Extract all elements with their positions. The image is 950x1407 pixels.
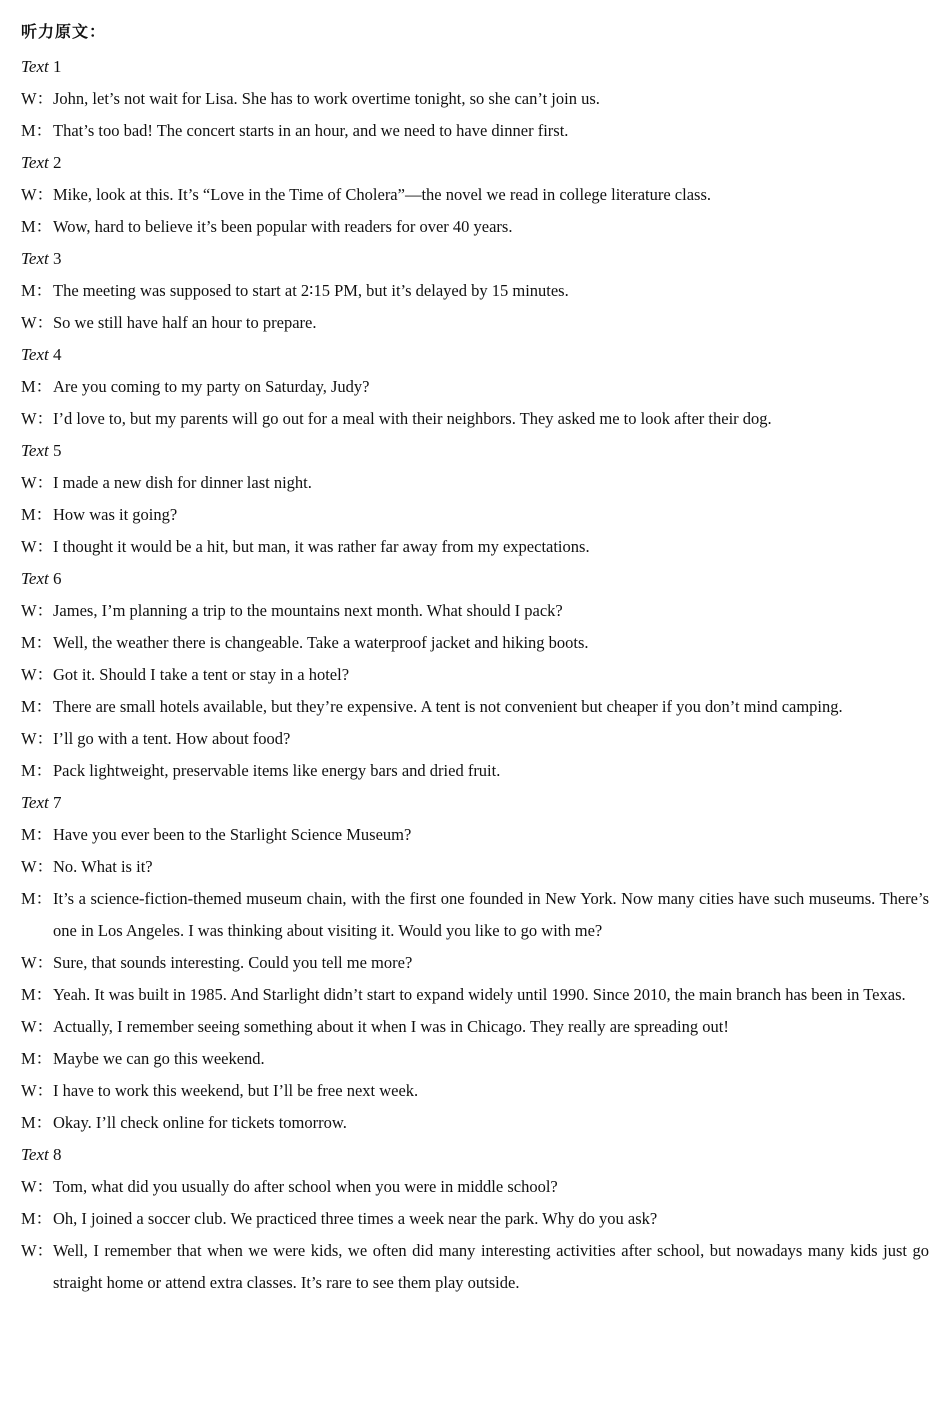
section-heading — [21, 147, 929, 179]
section-label: Text — [21, 793, 49, 812]
section-number: 4 — [52, 345, 62, 364]
dialogue-text: It’s a science-fiction-themed museum chain, with the first one founded in New York. Now many cities have such museums. There’s one in Los Angeles. I was thinking about visiting it. Would you like to go with me? — [53, 889, 929, 940]
speaker-label: W： — [21, 857, 54, 876]
section-heading — [21, 339, 929, 371]
dialogue-line — [21, 979, 929, 1011]
dialogue-line — [21, 1203, 929, 1235]
section-label: Text — [21, 153, 49, 172]
dialogue-line — [21, 211, 929, 243]
section-number: 7 — [52, 793, 62, 812]
speaker-label: M： — [21, 761, 53, 780]
transcript-document — [21, 19, 929, 1299]
speaker-label: W： — [21, 313, 54, 332]
dialogue-text: No. What is it? — [53, 857, 153, 876]
transcript-section — [21, 787, 929, 1139]
dialogue-text: Maybe we can go this weekend. — [53, 1049, 265, 1068]
speaker-label: W： — [21, 1081, 54, 1100]
speaker-label: W： — [21, 89, 54, 108]
dialogue-text: That’s too bad! The concert starts in an hour, and we need to have dinner first. — [53, 121, 569, 140]
dialogue-line — [21, 403, 929, 435]
dialogue-line — [21, 723, 929, 755]
dialogue-line — [21, 371, 929, 403]
speaker-label: M： — [21, 121, 53, 140]
speaker-label: W： — [21, 537, 54, 556]
speaker-label: M： — [21, 377, 53, 396]
dialogue-text: Pack lightweight, preservable items like energy bars and dried fruit. — [53, 761, 501, 780]
speaker-label: M： — [21, 1113, 53, 1132]
dialogue-line — [21, 1107, 929, 1139]
dialogue-text: Actually, I remember seeing something about it when I was in Chicago. They really are spreading out! — [53, 1017, 729, 1036]
dialogue-line — [21, 947, 929, 979]
section-heading — [21, 563, 929, 595]
dialogue-line — [21, 1171, 929, 1203]
dialogue-line — [21, 691, 929, 723]
speaker-label: W： — [21, 185, 54, 204]
dialogue-text: Are you coming to my party on Saturday, Judy? — [53, 377, 370, 396]
dialogue-text: I made a new dish for dinner last night. — [53, 473, 312, 492]
section-number: 3 — [52, 249, 62, 268]
dialogue-text: I thought it would be a hit, but man, it was rather far away from my expectations. — [53, 537, 590, 556]
dialogue-line — [21, 1043, 929, 1075]
dialogue-text: Got it. Should I take a tent or stay in a hotel? — [53, 665, 350, 684]
section-heading — [21, 243, 929, 275]
dialogue-text: Well, the weather there is changeable. Take a waterproof jacket and hiking boots. — [53, 633, 589, 652]
dialogue-text: Mike, look at this. It’s “Love in the Time of Cholera”—the novel we read in college literature class. — [53, 185, 711, 204]
section-heading — [21, 787, 929, 819]
dialogue-line — [21, 755, 929, 787]
speaker-label: W： — [21, 601, 54, 620]
section-label: Text — [21, 249, 49, 268]
dialogue-text: I have to work this weekend, but I’ll be free next week. — [53, 1081, 419, 1100]
section-number: 5 — [52, 441, 62, 460]
speaker-label: W： — [21, 1241, 54, 1260]
dialogue-text: I’ll go with a tent. How about food? — [53, 729, 291, 748]
dialogue-line — [21, 531, 929, 563]
dialogue-text: Sure, that sounds interesting. Could you tell me more? — [53, 953, 413, 972]
speaker-label: W： — [21, 665, 54, 684]
dialogue-text: Yeah. It was built in 1985. And Starlight didn’t start to expand widely until 1990. Since 2010, the main branch has been in Texas. — [53, 985, 906, 1004]
section-number: 1 — [52, 57, 62, 76]
transcript-section — [21, 563, 929, 787]
speaker-label: M： — [21, 1049, 53, 1068]
dialogue-text: John, let’s not wait for Lisa. She has to work overtime tonight, so she can’t join us. — [53, 89, 600, 108]
dialogue-text: The meeting was supposed to start at 2∶15 PM, but it’s delayed by 15 minutes. — [53, 281, 569, 300]
transcript-section — [21, 435, 929, 563]
section-label: Text — [21, 441, 49, 460]
transcript-section — [21, 339, 929, 435]
dialogue-text: There are small hotels available, but they’re expensive. A tent is not convenient but cheaper if you don’t mind camping. — [53, 697, 843, 716]
dialogue-line — [21, 1075, 929, 1107]
dialogue-text: Have you ever been to the Starlight Science Museum? — [53, 825, 412, 844]
dialogue-line — [21, 499, 929, 531]
transcript-section — [21, 1139, 929, 1299]
section-number: 6 — [52, 569, 62, 588]
section-number: 2 — [52, 153, 62, 172]
transcript-section — [21, 51, 929, 147]
dialogue-text: Tom, what did you usually do after school when you were in middle school? — [53, 1177, 558, 1196]
dialogue-text: Well, I remember that when we were kids, we often did many interesting activities after school, but nowadays many kids just go straight home or attend extra classes. It’s rare to see them play outside. — [53, 1241, 929, 1292]
transcript-sections — [21, 51, 929, 1299]
section-label: Text — [21, 569, 49, 588]
section-label: Text — [21, 57, 49, 76]
section-label: Text — [21, 1145, 49, 1164]
transcript-section — [21, 243, 929, 339]
speaker-label: M： — [21, 505, 53, 524]
speaker-label: M： — [21, 217, 53, 236]
speaker-label: W： — [21, 409, 54, 428]
dialogue-text: I’d love to, but my parents will go out for a meal with their neighbors. They asked me to look after their dog. — [53, 409, 772, 428]
dialogue-line — [21, 307, 929, 339]
speaker-label: W： — [21, 729, 54, 748]
dialogue-text: Oh, I joined a soccer club. We practiced three times a week near the park. Why do you ask? — [53, 1209, 658, 1228]
dialogue-line — [21, 851, 929, 883]
dialogue-line — [21, 883, 929, 947]
dialogue-line — [21, 467, 929, 499]
page-title: 听力原文： — [21, 22, 107, 41]
dialogue-line — [21, 275, 929, 307]
speaker-label: W： — [21, 1177, 54, 1196]
dialogue-line — [21, 1011, 929, 1043]
dialogue-line — [21, 659, 929, 691]
section-label: Text — [21, 345, 49, 364]
speaker-label: M： — [21, 1209, 53, 1228]
speaker-label: M： — [21, 281, 53, 300]
dialogue-line — [21, 819, 929, 851]
dialogue-line — [21, 179, 929, 211]
section-heading — [21, 1139, 929, 1171]
dialogue-text: James, I’m planning a trip to the mountains next month. What should I pack? — [53, 601, 563, 620]
dialogue-line — [21, 1235, 929, 1299]
dialogue-text: How was it going? — [53, 505, 178, 524]
dialogue-line — [21, 627, 929, 659]
speaker-label: M： — [21, 697, 53, 716]
dialogue-line — [21, 115, 929, 147]
section-heading — [21, 435, 929, 467]
dialogue-text: So we still have half an hour to prepare. — [53, 313, 317, 332]
speaker-label: W： — [21, 953, 54, 972]
dialogue-line — [21, 595, 929, 627]
speaker-label: W： — [21, 473, 54, 492]
transcript-section — [21, 147, 929, 243]
section-heading — [21, 51, 929, 83]
dialogue-text: Wow, hard to believe it’s been popular with readers for over 40 years. — [53, 217, 513, 236]
speaker-label: M： — [21, 985, 53, 1004]
speaker-label: M： — [21, 633, 53, 652]
speaker-label: M： — [21, 889, 53, 908]
speaker-label: W： — [21, 1017, 54, 1036]
speaker-label: M： — [21, 825, 53, 844]
dialogue-text: Okay. I’ll check online for tickets tomorrow. — [53, 1113, 347, 1132]
dialogue-line — [21, 83, 929, 115]
section-number: 8 — [52, 1145, 62, 1164]
